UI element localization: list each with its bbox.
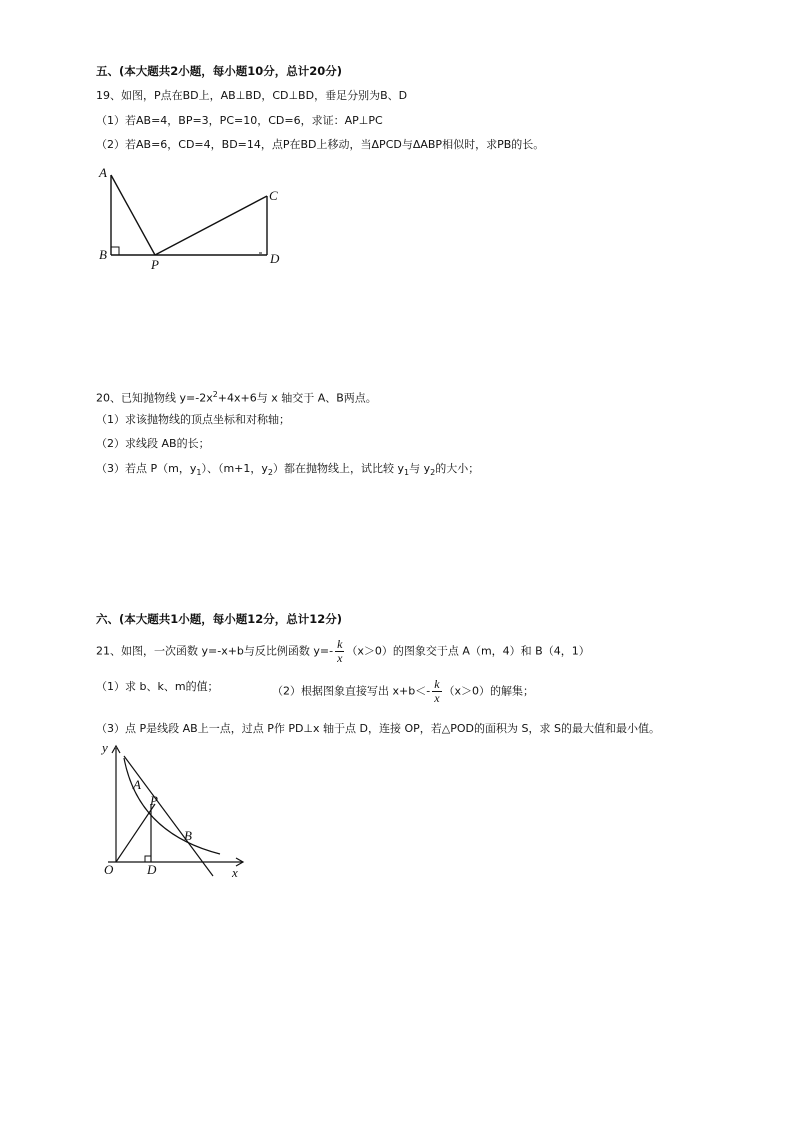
- q21-part2-a: （2）根据图象直接写出 x+b＜-: [272, 684, 431, 698]
- section-6-heading: 六、(本大题共1小题，每小题12分，总计12分): [96, 612, 343, 626]
- q20-stem: [96, 388, 377, 406]
- label-p: P: [150, 793, 158, 808]
- q20-stem-b: +4x+6与 x 轴交于 A、B两点。: [217, 391, 377, 405]
- q20-part3-sub3: 1: [404, 468, 410, 478]
- q19-stem: 19、如图，P点在BD上，AB⊥BD，CD⊥BD，垂足分别为B、D: [96, 89, 408, 102]
- q19-figure: [95, 165, 295, 270]
- label-y: y: [102, 740, 108, 755]
- label-a: A: [99, 165, 107, 180]
- q20-stem-sup: 2: [212, 390, 218, 399]
- frac-num: k: [337, 637, 343, 651]
- q20-part3-sub4: 2: [430, 468, 436, 478]
- q21-stem-a: 21、如图，一次函数 y=-x+b与反比例函数 y=-: [96, 644, 334, 658]
- q19-part1: （1）若AB=4，BP=3，PC=10，CD=6，求证：AP⊥PC: [96, 114, 383, 127]
- q20-part3-sub2: 2: [267, 468, 273, 478]
- label-b: B: [184, 828, 192, 843]
- q21-fraction: [335, 638, 344, 665]
- q20-part2: （2）求线段 AB的长；: [96, 437, 210, 450]
- segment-pc: [155, 196, 267, 255]
- hyperbola-curve: [124, 758, 220, 854]
- label-d: D: [147, 862, 157, 877]
- q21-stem-b: （x＞0）的图象交于点 A（m，4）和 B（4，1）: [346, 644, 590, 658]
- q19-part2: （2）若AB=6，CD=4，BD=14，点P在BD上移动，当ΔPCD与ΔABP相似时，求PB的长。: [96, 138, 545, 151]
- q21-stem: [96, 638, 590, 665]
- section-5-heading: 五、(本大题共2小题，每小题10分，总计20分): [96, 64, 343, 78]
- q20-part3: [96, 462, 479, 480]
- segment-op: [116, 804, 155, 862]
- frac-den: x: [337, 651, 343, 665]
- label-o: O: [104, 862, 114, 877]
- q20-part3-b: ）、（m+1，y: [201, 462, 268, 475]
- q21-part1: （1）求 b、k、m的值；: [96, 680, 219, 693]
- right-angle-b: [111, 247, 119, 255]
- label-p: P: [151, 257, 159, 270]
- label-b: B: [99, 247, 107, 262]
- label-a: A: [133, 777, 141, 792]
- q21-part2-fraction: $\frac{k}{x}$: [434, 677, 440, 705]
- label-x: x: [232, 865, 238, 880]
- segment-ap: [111, 175, 155, 255]
- q20-part3-e: 的大小；: [435, 462, 480, 475]
- q20-part3-sub1: 1: [196, 468, 202, 478]
- q20-part3-d: 与 y: [409, 462, 431, 475]
- q21-part3: （3）点 P是线段 AB上一点，过点 P作 PD⊥x 轴于点 D，连接 OP，若△POD的面积为 S，求 S的最大值和最小值。: [96, 722, 660, 735]
- q21-part2-b: （x＞0）的解集；: [443, 684, 535, 698]
- q21-part2: [272, 678, 534, 705]
- q20-part3-a: （3）若点 P（m，y: [96, 462, 197, 475]
- q21-figure: [98, 738, 263, 880]
- line-ab: [124, 756, 213, 876]
- q20-stem-a: 20、已知抛物线 y=-2x: [96, 391, 213, 405]
- label-d: D: [270, 251, 280, 266]
- q20-part3-c: ）都在抛物线上，试比较 y: [273, 462, 405, 475]
- q20-part1: （1）求该抛物线的顶点坐标和对称轴；: [96, 413, 290, 426]
- label-c: C: [269, 188, 278, 203]
